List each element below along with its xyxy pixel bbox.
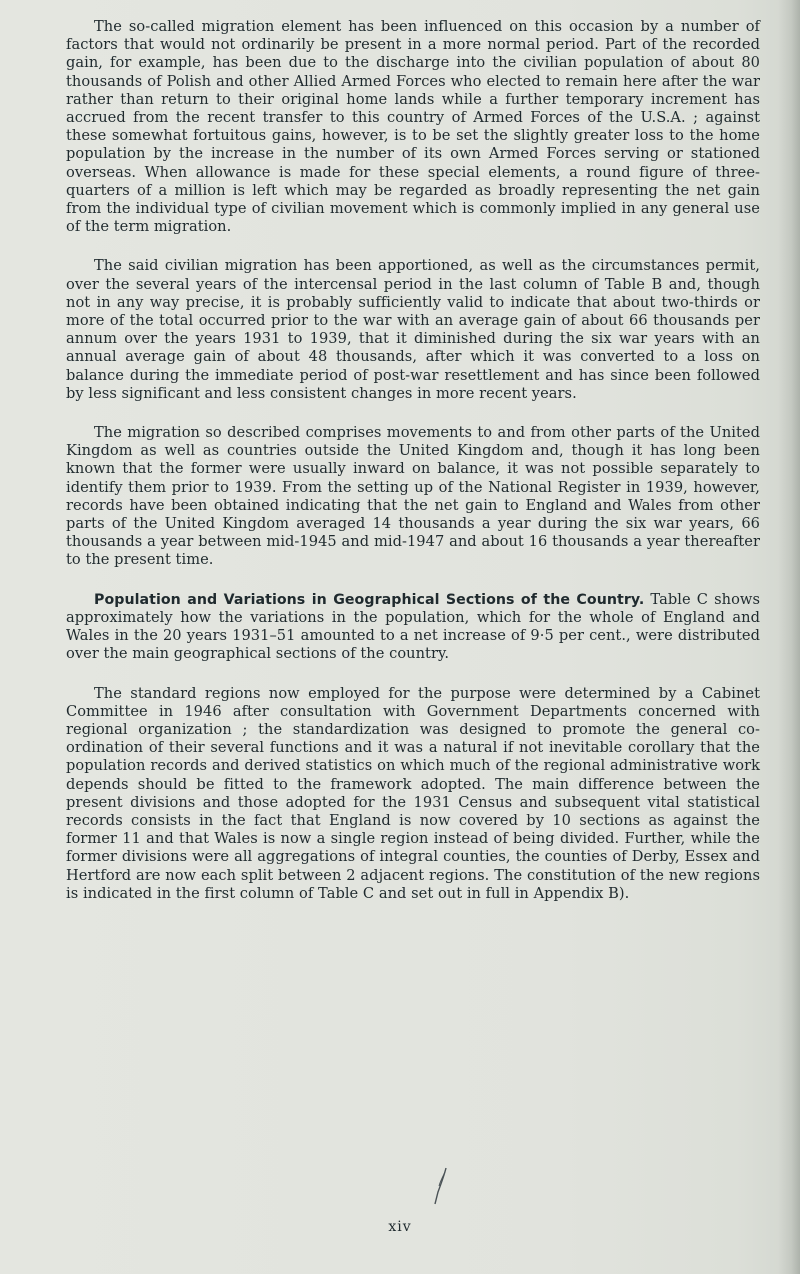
pencil-mark xyxy=(432,1166,454,1206)
section-heading: Population and Variations in Geographical Sections of the Country. xyxy=(94,591,645,608)
paragraph-united-kingdom-movements: The migration so described comprises movements to and from other parts of the United Kingdom as well as countries outside the United Kingdom and, though it has long been known that the former were usually inward on balance, it was not possible separately to identify them prior to 1939. From the setting up of the National Register in 1939, however, records have been obtained indicating that the net gain to England and Wales from other parts of the United Kingdom averaged 14 thousands a year during the six war years, 66 thousands a year between mid-1945 and mid-1947 and about 16 thousands a year thereafter to the present time. xyxy=(66,424,760,569)
paragraph-standard-regions: The standard regions now employed for the purpose were determined by a Cabinet Committee in 1946 after consultation with Government Departments concerned with regional organization ; the standardization was designed to promote the general co-ordination of their several functions and it was a natural if not inevitable corollary that the population records and derived statistics on which much of the regional administrative work depends should be fitted to the framework adopted. The main difference between the present divisions and those adopted for the 1931 Census and subsequent vital statistical records consists in the fact that England is now covered by 10 sections as against the former 11 and that Wales is now a single region instead of being divided. Further, while the former divisions were all aggregations of integral counties, the counties of Derby, Essex and Hertford are now each split between 2 adjacent regions. The constitution of the new regions is indicated in the first column of Table C and set out in full in Appendix B). xyxy=(66,684,760,902)
section-paragraph-body: Table C shows approximately how the variations in the population, which for the whole of England and Wales in the 20 years 1931–51 amounted to a net increase of 9·5 per cent., were distributed over the main geographical sections of the country. xyxy=(66,590,760,663)
paragraph-civilian-migration: The said civilian migration has been apportioned, as well as the circumstances permit, over the several years of the intercensal period in the last column of Table B and, though not in any way precise, it is probably sufficiently valid to indicate that about two-thirds or more of the total occurred prior to the war with an average gain of about 66 thousands per annum over the years 1931 to 1939, that it diminished during the six war years with an annual average gain of about 48 thousands, after which it was converted to a loss on balance during the immediate period of post-war resettlement and has since been followed by less significant and less consistent changes in more recent years. xyxy=(66,257,760,402)
paragraph-migration-factors: The so-called migration element has been influenced on this occasion by a number of factors that would not ordinarily be present in a more normal period. Part of the recorded gain, for example, has been due to the discharge into the civilian population of about 80 thousands of Polish and other Allied Armed Forces who elected to remain here after the war rather than return to their original home lands while a further temporary increment has accrued from the recent transfer to this country of Armed Forces of the U.S.A. ; against these somewhat fortuitous gains, however, is to be set the slightly greater loss to the home population by the increase in the number of its own Armed Forces serving or stationed overseas. When allowance is made for these special elements, a round figure of three-quarters of a million is left which may be regarded as broadly representing the net gain from the individual type of civilian movement which is commonly implied in any general use of the term migration. xyxy=(66,18,760,236)
body-text xyxy=(66,18,760,924)
paragraph-geographical-sections xyxy=(66,591,760,664)
page-edge-shadow xyxy=(778,0,800,1274)
page-number: xiv xyxy=(388,1219,412,1235)
